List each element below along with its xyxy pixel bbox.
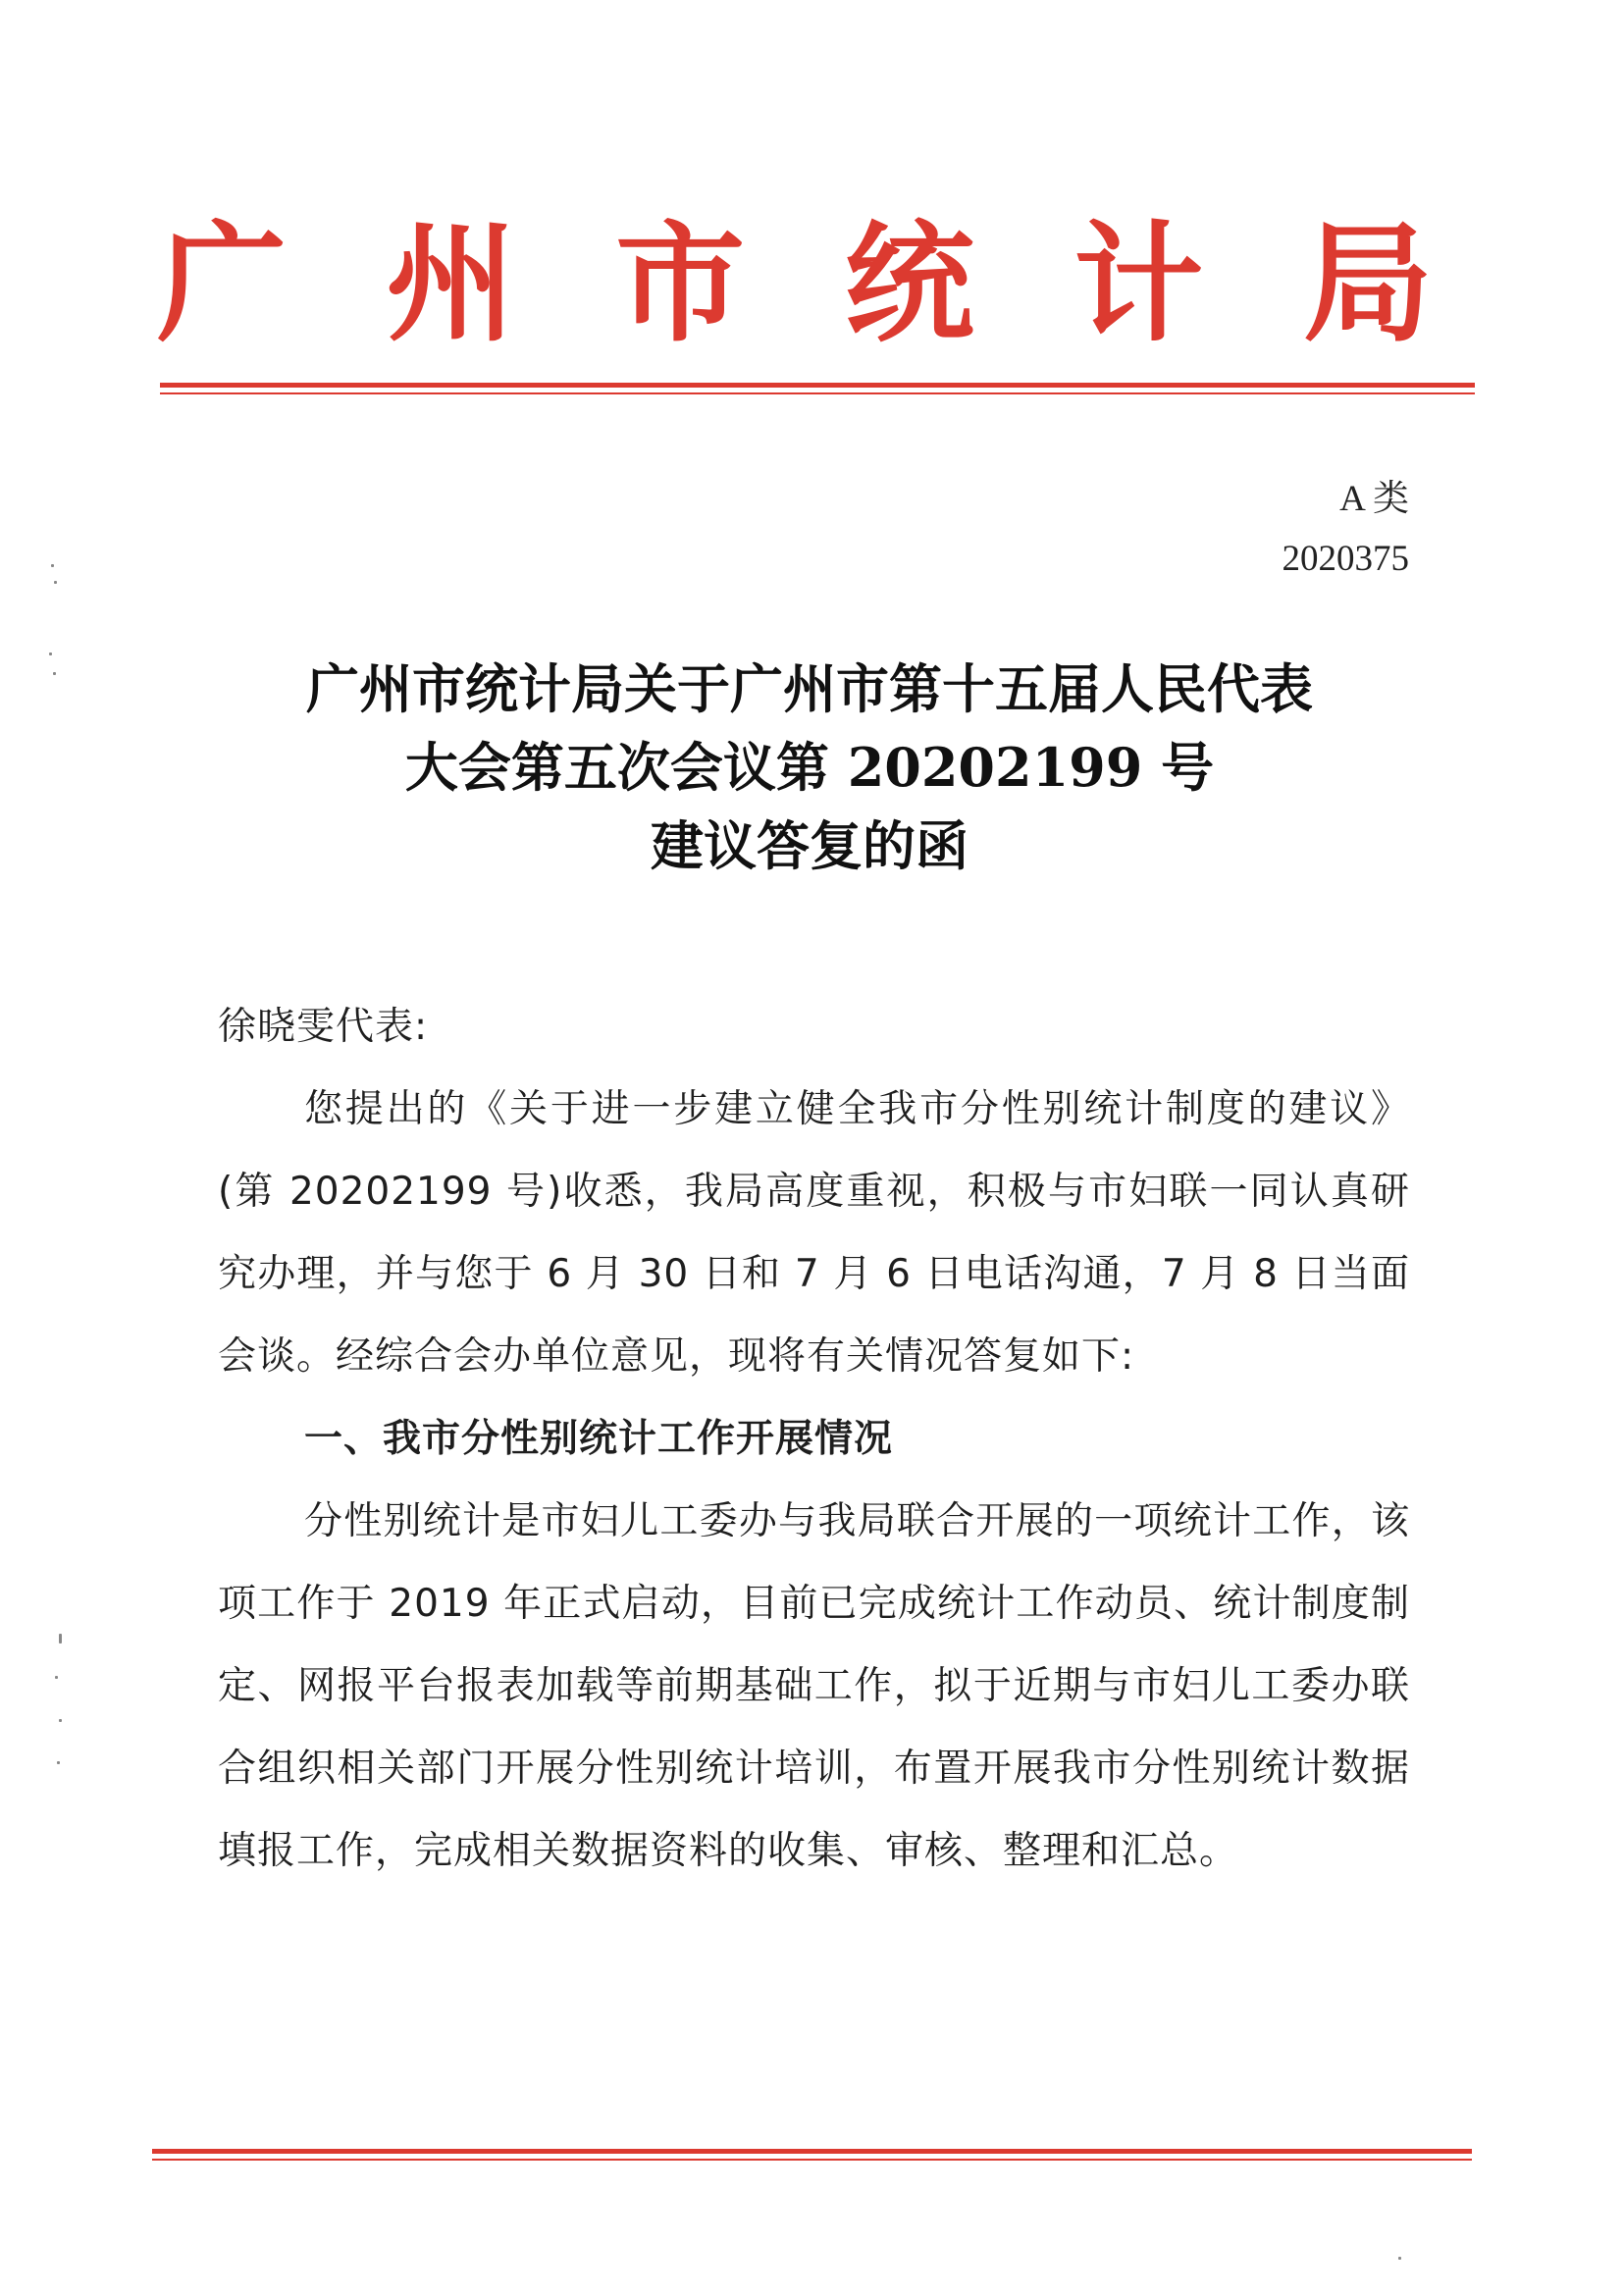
footer-divider — [152, 2149, 1472, 2161]
letterhead-char: 州 — [386, 208, 516, 360]
letterhead-char: 局 — [1302, 208, 1433, 360]
scan-speck — [54, 581, 57, 584]
letterhead-char: 广 — [157, 208, 287, 360]
document-number: 2020375 — [1282, 539, 1409, 579]
scan-speck — [57, 1761, 60, 1764]
scan-speck — [59, 1719, 62, 1722]
title-line: 建议答复的函 — [651, 814, 969, 877]
paragraph: 您提出的《关于进一步建立健全我市分性别统计制度的建议》(第 20202199 号)收悉，我局高度重视，积极与市妇联一同认真研究办理，并与您于 6 月 30 日和 7 月 6 日电话沟通，7 月 8 日当面会谈。经综合会办单位意见，现将有关情况答复如下: — [218, 1087, 1410, 1379]
scan-speck — [59, 1634, 62, 1644]
letterhead-char: 计 — [1073, 208, 1204, 360]
salutation: 徐晓雯代表: — [218, 1005, 429, 1049]
section-heading: 一、我市分性别统计工作开展情况 — [304, 1417, 894, 1461]
title-line: 广州市统计局关于广州市第十五届人民代表 — [306, 657, 1313, 720]
document-body — [218, 986, 1410, 1893]
scan-speck — [49, 652, 52, 655]
letterhead-char: 市 — [615, 208, 746, 360]
scan-speck — [1398, 2257, 1401, 2260]
document-meta — [1283, 469, 1410, 589]
paragraph: 分性别统计是市妇儿工委办与我局联合开展的一项统计工作，该项工作于 2019 年正式启动，目前已完成统计工作动员、统计制度制定、网报平台报表加载等前期基础工作，拟于近期与市妇儿工委办联合组织相关部门开展分性别统计培训，布置开展我市分性别统计数据填报工作，完成相关数据资料的收集、审核、整理和汇总。 — [218, 1499, 1410, 1873]
document-title — [157, 650, 1462, 885]
letterhead-divider — [160, 383, 1475, 394]
title-line: 大会第五次会议第 20202199 号 — [404, 736, 1215, 799]
letterhead-char: 统 — [844, 208, 974, 360]
scan-speck — [51, 564, 54, 567]
scan-speck — [55, 1676, 58, 1679]
category-label: A 类 — [1339, 479, 1409, 519]
scan-speck — [53, 672, 56, 675]
letterhead — [157, 208, 1433, 360]
